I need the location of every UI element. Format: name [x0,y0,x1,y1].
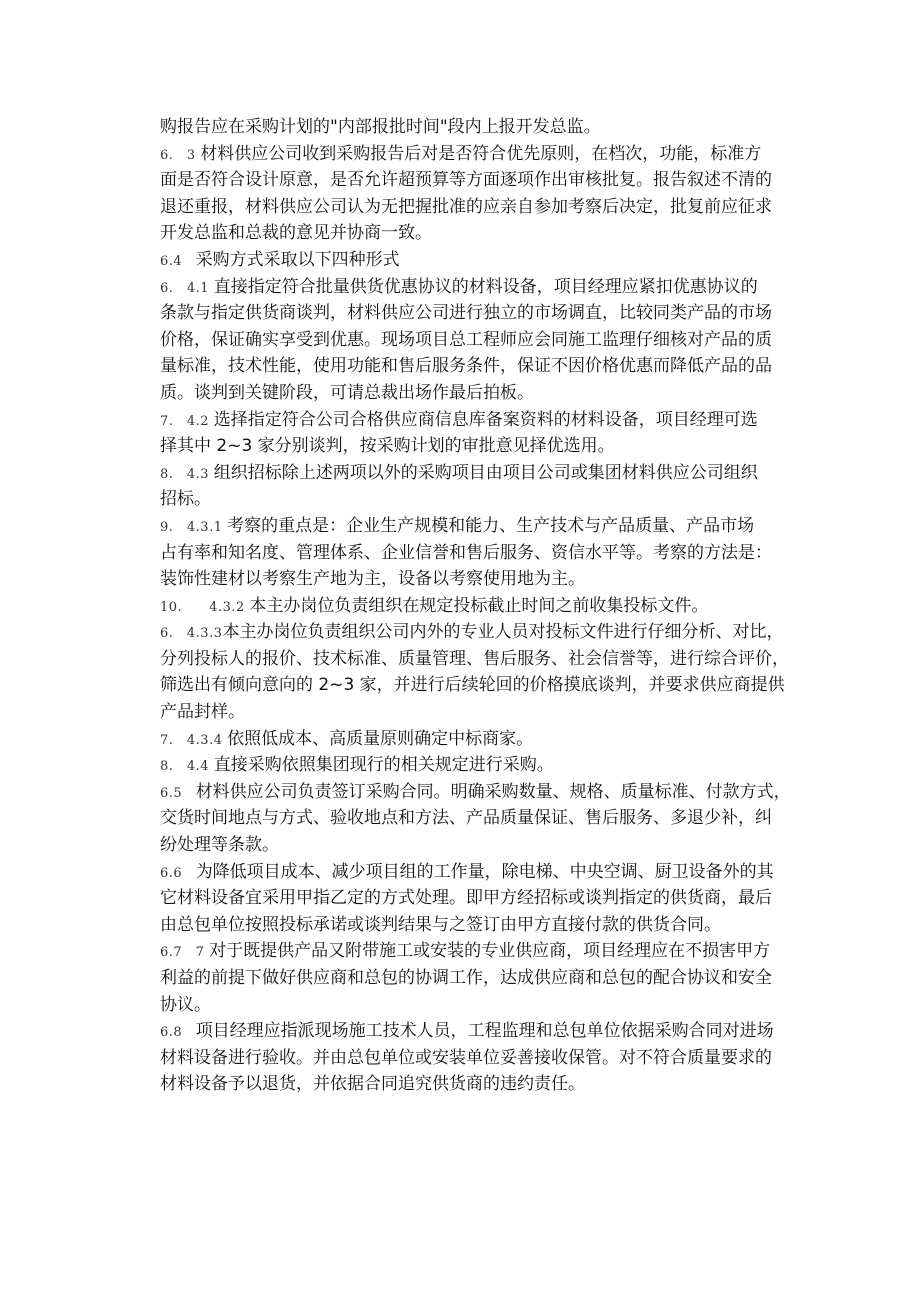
text-line [160,699,785,726]
line-text: 纷处理等条款。 [160,835,279,856]
text-line [160,327,785,354]
line-text: 分列投标人的报价、技术标准、质量管理、售后服务、社会信誉等，进行综合评价， [160,648,789,669]
text-line [160,433,785,460]
section-number: 9. 4.3.1 [160,519,228,535]
section-number: 6.6 [160,865,196,881]
text-line [160,1071,785,1098]
text-line [160,353,785,380]
line-text: 择其中 2~3 家分别谈判，按采购计划的审批意见择优选用。 [160,436,615,457]
text-line [160,220,785,247]
text-line [160,646,789,673]
text-line [160,194,785,221]
text-line [160,912,785,939]
section-number: 7. 4.3.4 [160,732,228,748]
text-line [160,513,785,540]
text-line [160,938,785,965]
line-text: 占有率和知名度、管理体系、企业信誉和售后服务、资信水平等。考察的方法是： [160,542,772,563]
section-number: 6.4 [160,253,196,269]
text-line [160,540,785,567]
line-text: 筛选出有倾向意向的 2~3 家，并进行后续轮回的价格摸底谈判，并要求供应商提供 [160,675,785,696]
line-text: 量标准，技术性能，使用功能和售后服务条件，保证不因价格优惠而降低产品的品 [160,356,772,377]
text-line [160,859,785,886]
line-text: 装饰性建材以考察生产地为主，设备以考察使用地为主。 [160,569,585,590]
section-number: 6.5 [160,785,196,801]
line-text: 为降低项目成本、减少项目组的工作量，除电梯、中央空调、厨卫设备外的其 [195,861,774,882]
text-line [160,965,785,992]
section-number: 8. 4.3 [160,466,214,482]
line-text: 质。谈判到关键阶段，可请总裁出场作最后拍板。 [160,382,534,403]
line-text: 材料设备予以退货，并依据合同追究供货商的违约责任。 [160,1074,585,1095]
text-line [160,380,785,407]
line-text: 开发总监和总裁的意见并协商一致。 [160,223,432,244]
text-line [160,619,785,646]
line-text: 本主办岗位负责组织在规定投标截止时间之前收集投标文件。 [249,595,709,616]
line-text: 面是否符合设计原意，是否允许超预算等方面逐项作出审核批复。报告叙述不清的 [160,170,772,191]
line-text: 组织招标除上述两项以外的采购项目由项目公司或集团材料供应公司组织 [213,462,758,483]
line-text: 选择指定符合公司合格供应商信息库备案资料的材料设备，项目经理可选 [213,409,758,430]
line-text: 材料设备进行验收。并由总包单位或安装单位妥善接收保管。对不符合质量要求的 [160,1047,772,1068]
text-line [160,805,785,832]
section-number: 6.7 7 [160,945,210,961]
line-text: 依照低成本、高质量原则确定中标商家。 [227,728,534,749]
line-text: 协议。 [160,994,211,1015]
text-line [160,407,785,434]
text-line [160,486,785,513]
line-text: 对于既提供产品又附带施工或安装的专业供应商，项目经理应在不损害甲方 [209,941,771,962]
text-line [160,114,785,141]
text-line [160,274,785,301]
line-text: 项目经理应指派现场施工技术人员，工程监理和总包单位依据采购合同对进场 [195,1021,774,1042]
text-line [160,460,785,487]
line-text: 直接采购依照集团现行的相关规定进行采购。 [213,755,554,776]
text-line [160,672,785,699]
document-body [160,114,791,1098]
line-text: 退还重报，材料供应公司认为无把握批准的应亲自参加考察后决定，批复前应征求 [160,196,772,217]
section-number: 10. 4.3.2 [160,599,250,615]
text-line [160,300,785,327]
text-line [160,593,785,620]
text-line [160,1018,785,1045]
line-text: 材料供应公司负责签订采购合同。明确采购数量、规格、质量标准、付款方式， [195,781,791,802]
section-number: 6.8 [160,1025,196,1041]
text-line [160,141,785,168]
text-line [160,832,785,859]
section-number: 6. 3 [160,147,201,163]
line-text: 本主办岗位负责组织公司内外的专业人员对投标文件进行仔细分析、对比， [222,622,784,643]
section-number: 8. 4.4 [160,759,214,775]
line-text: 交货时间地点与方式、验收地点和方法、产品质量保证、售后服务、多退少补，纠 [160,808,772,829]
line-text: 它材料设备宜采用甲指乙定的方式处理。即甲方经招标或谈判指定的供货商，最后 [160,888,772,909]
text-line [160,167,785,194]
text-line [160,885,785,912]
text-line [160,992,785,1019]
line-text: 产品封样。 [160,702,245,723]
line-text: 考察的重点是：企业生产规模和能力、生产技术与产品质量、产品市场 [227,515,755,536]
line-text: 购报告应在采购计划的"内部报批时间"段内上报开发总监。 [160,117,601,137]
section-number: 7. 4.2 [160,413,214,429]
section-number: 6. 4.3.3 [160,626,223,642]
line-text: 直接指定符合批量供货优惠协议的材料设备，项目经理应紧扣优惠协议的 [213,276,758,297]
text-line [160,1045,785,1072]
line-text: 由总包单位按照投标承诺或谈判结果与之签订由甲方直接付款的供货合同。 [160,914,721,935]
text-line [160,752,785,779]
line-text: 条款与指定供货商谈判，材料供应公司进行独立的市场调直，比较同类产品的市场 [160,303,772,324]
line-text: 招标。 [160,489,211,510]
text-line [160,566,785,593]
line-text: 材料供应公司收到采购报告后对是否符合优先原则，在档次，功能，标准方 [200,143,762,164]
section-number: 6. 4.1 [160,280,214,296]
text-line [160,726,785,753]
line-text: 利益的前提下做好供应商和总包的协调工作，达成供应商和总包的配合协议和安全 [160,968,772,988]
line-text: 采购方式采取以下四种形式 [195,249,400,270]
text-line [160,247,785,274]
text-line [160,779,791,806]
line-text: 价格，保证确实享受到优惠。现场项目总工程师应会同施工监理仔细核对产品的质 [160,329,772,350]
